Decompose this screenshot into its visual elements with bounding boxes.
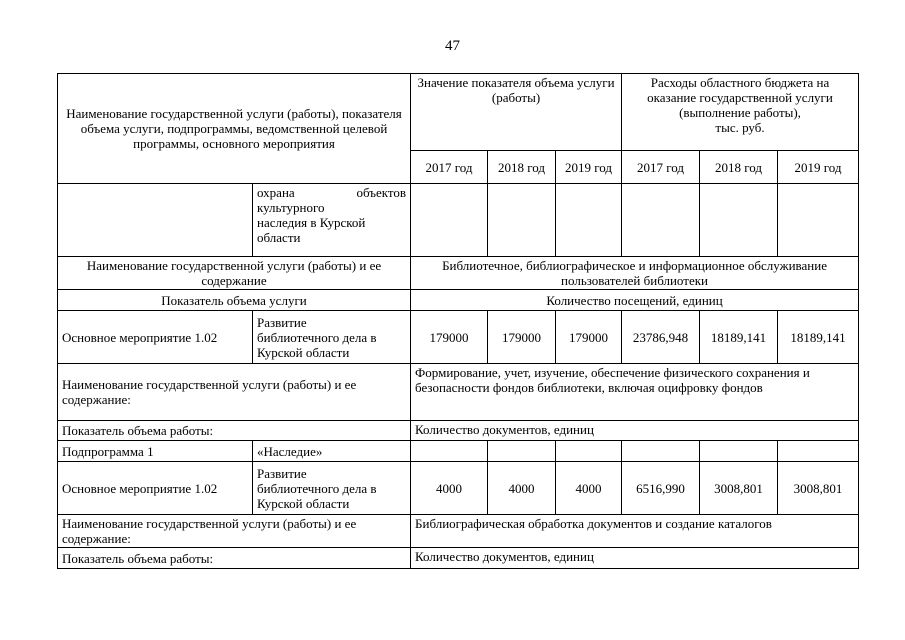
- main-event-line: библиотечного дела в: [257, 480, 377, 496]
- year-cell: 2019 год: [556, 151, 622, 184]
- empty-cell: [488, 184, 556, 257]
- value-cell: 3008,801: [700, 462, 778, 515]
- main-event-line: библиотечного дела в: [257, 329, 377, 345]
- culture-row: [58, 184, 859, 257]
- empty-cell: [700, 184, 778, 257]
- service-value: Формирование, учет, изучение, обеспечение физического сохранения и безопасности фондов библиотеки, включая оцифровку фондов: [411, 364, 859, 421]
- service-row: [58, 257, 859, 290]
- value-cell: 23786,948: [622, 311, 700, 364]
- empty-cell: [58, 184, 253, 257]
- page-number: 47: [445, 38, 460, 54]
- main-event-label: Основное мероприятие 1.02: [58, 311, 253, 364]
- year-cell: 2017 год: [411, 151, 488, 184]
- value-cell: 6516,990: [622, 462, 700, 515]
- indicator-value: Количество посещений, единиц: [411, 290, 859, 311]
- header-expense-line: оказание государственной услуги: [647, 90, 833, 105]
- header-expense-cell: [622, 74, 859, 151]
- value-cell: 179000: [556, 311, 622, 364]
- main-event-line: Развитие: [257, 465, 307, 481]
- indicator-label: Показатель объема работы:: [58, 548, 411, 569]
- indicator-row: [58, 421, 859, 441]
- value-cell: 179000: [488, 311, 556, 364]
- main-event-line: Курской области: [257, 495, 350, 511]
- empty-cell: [411, 184, 488, 257]
- header-value-cell: Значение показателя объема услуги (работы): [411, 74, 622, 151]
- empty-cell: [556, 184, 622, 257]
- value-cell: 18189,141: [700, 311, 778, 364]
- indicator-row: [58, 548, 859, 569]
- empty-cell: [622, 441, 700, 462]
- header-row: [58, 74, 859, 151]
- culture-line: области: [257, 230, 301, 245]
- empty-cell: [488, 441, 556, 462]
- culture-cell: [253, 184, 411, 257]
- empty-cell: [700, 441, 778, 462]
- indicator-value: Количество документов, единиц: [411, 548, 859, 569]
- indicator-row: [58, 290, 859, 311]
- indicator-value: Количество документов, единиц: [411, 421, 859, 441]
- empty-cell: [556, 441, 622, 462]
- service-row: [58, 364, 859, 421]
- service-label: Наименование государственной услуги (работы) и ее содержание: [58, 257, 411, 290]
- culture-line: наследия в Курской: [257, 215, 366, 230]
- header-expense-line: (выполнение работы),: [679, 105, 801, 120]
- year-cell: 2019 год: [778, 151, 859, 184]
- indicator-label: Показатель объема услуги: [58, 290, 411, 311]
- value-cell: 179000: [411, 311, 488, 364]
- main-event-line: Развитие: [257, 314, 307, 330]
- main-event-name: [253, 462, 411, 515]
- culture-line: культурного: [257, 200, 325, 215]
- header-expense-line: Расходы областного бюджета на: [650, 75, 830, 90]
- service-value: Библиографическая обработка документов и создание каталогов: [411, 515, 859, 548]
- main-event-line: Курской области: [257, 344, 350, 360]
- service-label: Наименование государственной услуги (работы) и ее содержание:: [58, 364, 411, 421]
- budget-table: [57, 73, 859, 569]
- service-value: Библиотечное, библиографическое и информационное обслуживание пользователей библиотеки: [411, 257, 859, 290]
- value-cell: 4000: [556, 462, 622, 515]
- empty-cell: [778, 184, 859, 257]
- indicator-label: Показатель объема работы:: [58, 421, 411, 441]
- empty-cell: [778, 441, 859, 462]
- header-expense-line: тыс. руб.: [715, 120, 765, 135]
- value-cell: 18189,141: [778, 311, 859, 364]
- header-name-cell: Наименование государственной услуги (работы), показателя объема услуги, подпрограммы, ведомственной целевой программы, основного мероприятия: [58, 74, 411, 184]
- main-event-row: [58, 462, 859, 515]
- subprogram-row: [58, 441, 859, 462]
- year-cell: 2018 год: [700, 151, 778, 184]
- year-cell: 2017 год: [622, 151, 700, 184]
- culture-line: охрана объектов: [257, 185, 407, 200]
- year-cell: 2018 год: [488, 151, 556, 184]
- value-cell: 4000: [488, 462, 556, 515]
- empty-cell: [622, 184, 700, 257]
- empty-cell: [411, 441, 488, 462]
- subprogram-label: Подпрограмма 1: [58, 441, 253, 462]
- value-cell: 3008,801: [778, 462, 859, 515]
- main-event-label: Основное мероприятие 1.02: [58, 462, 253, 515]
- main-event-row: [58, 311, 859, 364]
- service-row: [58, 515, 859, 548]
- main-event-name: [253, 311, 411, 364]
- value-cell: 4000: [411, 462, 488, 515]
- service-label: Наименование государственной услуги (работы) и ее содержание:: [58, 515, 411, 548]
- subprogram-name: «Наследие»: [253, 441, 411, 462]
